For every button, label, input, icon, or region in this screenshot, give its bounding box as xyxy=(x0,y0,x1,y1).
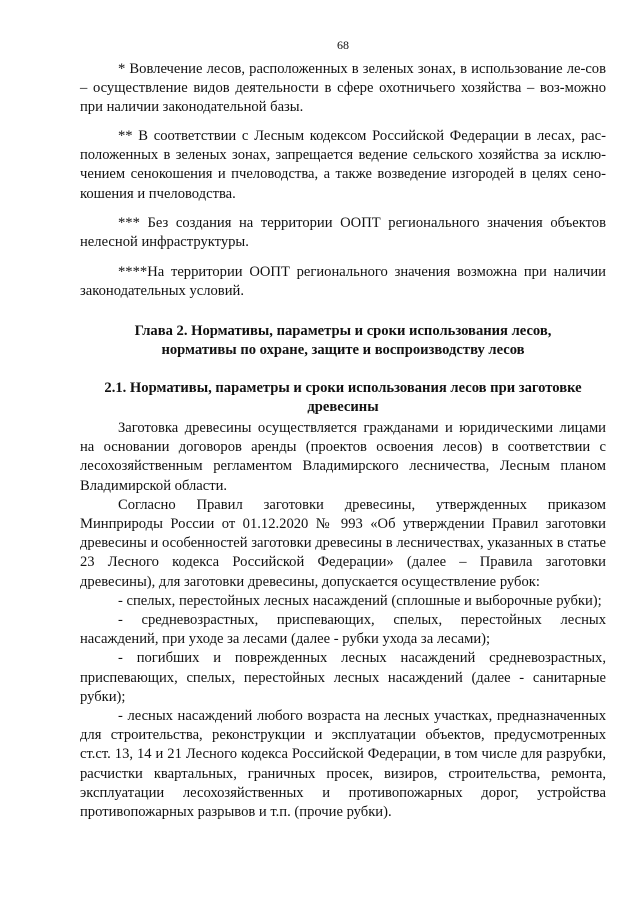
list-item: - средневозрастных, приспевающих, спелых, перестойных лесных насаждений, при уходе за лесами (далее - рубки ухода за лесами); xyxy=(80,612,606,648)
footnote-2: ** В соответствии с Лесным кодексом Российской Федерации в лесах, рас-положенных в зеленых зонах, запрещается ведение сельского хозяйства за исклю-чением сенокошения и пчеловодства, а также возведение изгородей в целях сено-кошения и пчеловодства. xyxy=(80,128,606,202)
page-number: 68 xyxy=(337,38,349,52)
footnote-4: ****На территории ООПТ регионального значения возможна при наличии законодательных условий. xyxy=(80,264,606,300)
chapter-heading-line-1: Глава 2. Нормативы, параметры и сроки использования лесов, xyxy=(134,323,552,339)
body-text xyxy=(80,419,606,822)
chapter-heading-line-2: нормативы по охране, защите и воспроизводству лесов xyxy=(161,342,525,359)
list-item: - лесных насаждений любого возраста на лесных участках, предназначенных для строительства, реконструкции и эксплуатации объектов, предусмотренных ст.ст. 13, 14 и 21 Лесного кодекса Российской Федерации, в том числе для разрубки, расчистки квартальных, граничных просек, визиров, строительства, ремонта, эксплуатации лесохозяйственных и противопожарных дорог, устройства противопожарных разрывов и т.п. (прочие рубки). xyxy=(80,708,606,821)
list-item: - спелых, перестойных лесных насаждений (сплошные и выборочные рубки); xyxy=(118,592,602,609)
section-heading-line-2: древесины xyxy=(307,399,379,416)
footnote-3: *** Без создания на территории ООПТ регионального значения объектов нелесной инфраструктуры. xyxy=(80,215,606,251)
section-heading-line-1: 2.1. Нормативы, параметры и сроки использования лесов при заготовке xyxy=(104,380,582,396)
section-heading xyxy=(80,379,606,417)
paragraph-2: Согласно Правил заготовки древесины, утвержденных приказом Минприроды России от 01.12.2020 № 993 «Об утверждении Правил заготовки древесины и особенностей заготовки древесины в лесничествах, указанных в статье 23 Лесного кодекса Российской Федерации» (далее – Правила заготовки древесины), для заготовки древесины, допускается осуществление рубок: xyxy=(80,496,606,590)
chapter-heading xyxy=(80,322,606,360)
paragraph-1: Заготовка древесины осуществляется гражданами и юридическими лицами на основании договоров аренды (проектов освоения лесов) в соответствии с лесохозяйственным регламентом Владимирского лесничества, Лесным планом Владимирской области. xyxy=(80,420,606,494)
footnote-1: * Вовлечение лесов, расположенных в зеленых зонах, в использование ле-сов – осуществление видов деятельности в сфере охотничьего хозяйства – воз-можно при наличии законодательной базы. xyxy=(80,61,606,116)
list-item: - погибших и поврежденных лесных насаждений средневозрастных, приспевающих, спелых, перестойных лесных насаждений (далее - санитарные рубки); xyxy=(80,650,606,705)
